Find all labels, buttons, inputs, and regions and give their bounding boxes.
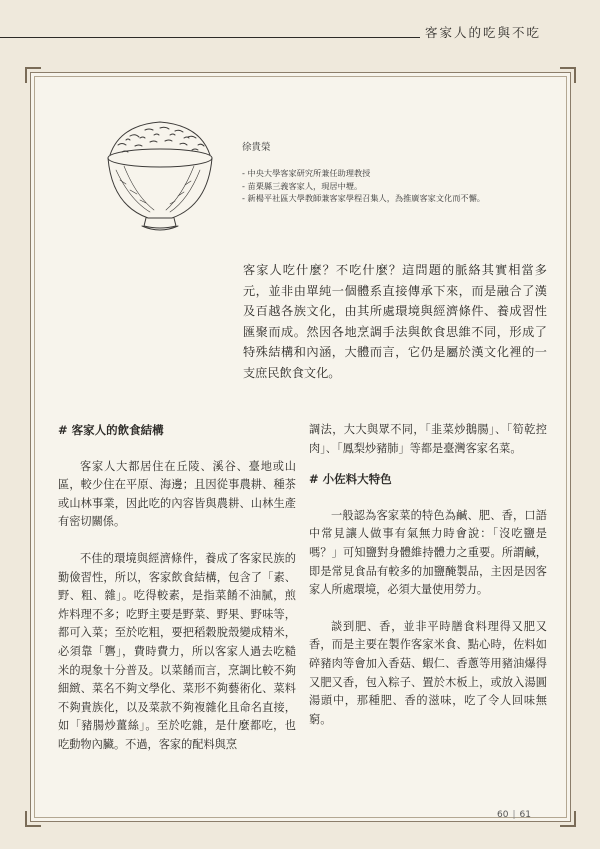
page-number-left: 60	[497, 810, 509, 820]
body-paragraph-continued: 調法，大大與眾不同，「韭菜炒鵝腸」、「筍乾控肉」、「鳳梨炒豬肺」等都是臺灣客家名菜。	[309, 423, 547, 455]
body-paragraph: 客家人大都居住在丘陵、溪谷、臺地或山區，較少住在平原、海邊；且因從事農耕、種茶或山林事業，因此吃的內容皆與農耕、山林生產有密切關係。	[58, 459, 296, 529]
running-header: 客家人的吃與不吃	[425, 25, 542, 40]
left-column	[58, 421, 296, 755]
author-bio-line: - 新楊平社區大學教師兼客家學程召集人，為推廣客家文化而不懈。	[242, 193, 485, 203]
rice-bowl-icon	[90, 100, 230, 240]
body-paragraph: 一般認為客家菜的特色為鹹、肥、香，口語中常見讓人做事有氣無力時會說：「沒吃鹽是嗎？」可知鹽對身體維持體力之重要。所謂鹹，即是常見食品有較多的加鹽醃製品，主因是因客家人所處環境，必須大量使用勞力。	[309, 508, 547, 597]
page-number-separator: |	[512, 810, 516, 820]
body-paragraph: 不佳的環境與經濟條件，養成了客家民族的勤儉習性，所以，客家飲食結構，包含了「素、野、粗、雜」。吃得較素，是指菜餚不油膩，煎炸料理不多；吃野主要是野菜、野果、野味等，都可入菜；至於吃粗，要把稻穀脫殼變成精米，必須靠「礱」，費時費力，所以客家人過去吃糙米的現象十分普及。以菜餚而言，烹調比較不夠細緻、菜名不夠文學化、菜形不夠藝術化、菜料不夠貴族化，以及菜款不夠複雜化且命名直接，如「豬腸炒薑絲」。至於吃雜，是什麼都吃，也吃動物內臟。不過，客家的配料與烹	[58, 551, 296, 751]
page-number-right: 61	[519, 810, 531, 820]
right-column	[309, 421, 547, 729]
intro-paragraph: 客家人吃什麼？不吃什麼？這問題的脈絡其實相當多元，並非由單純一個體系直接傳承下來，而是融合了漢及百越各族文化，由其所處環境與經濟條件、養成習性匯聚而成。然因各地烹調手法與飲食思維不同，形成了特殊結構和內涵，大體而言，它仍是屬於漢文化裡的一支庶民飲食文化。	[243, 263, 547, 380]
section-heading-diet-structure: # 客家人的飲食結構	[58, 423, 164, 437]
author-name: 徐貴榮	[242, 142, 271, 153]
page-numbers	[497, 810, 557, 820]
frame-corner	[25, 67, 41, 83]
frame-corner	[25, 811, 41, 827]
body-paragraph: 談到肥、香，並非平時膳食料理得又肥又香，而是主要在製作客家米食、點心時，佐料如碎豬肉等會加入香菇、蝦仁、香蔥等用豬油爆得又肥又香，包入粽子、置於木板上，或放入湯圓湯頭中，那種肥、香的滋味，吃了令人回味無窮。	[309, 619, 547, 726]
frame-corner	[560, 811, 576, 827]
author-bio-line: - 中央大學客家研究所兼任助理教授	[242, 168, 371, 178]
header-rule	[0, 37, 420, 38]
author-block	[242, 139, 572, 205]
author-bio-line: - 苗栗縣三義客家人，現居中壢。	[242, 180, 363, 191]
section-heading-condiments: # 小佐料大特色	[309, 472, 392, 487]
frame-corner	[560, 67, 576, 83]
